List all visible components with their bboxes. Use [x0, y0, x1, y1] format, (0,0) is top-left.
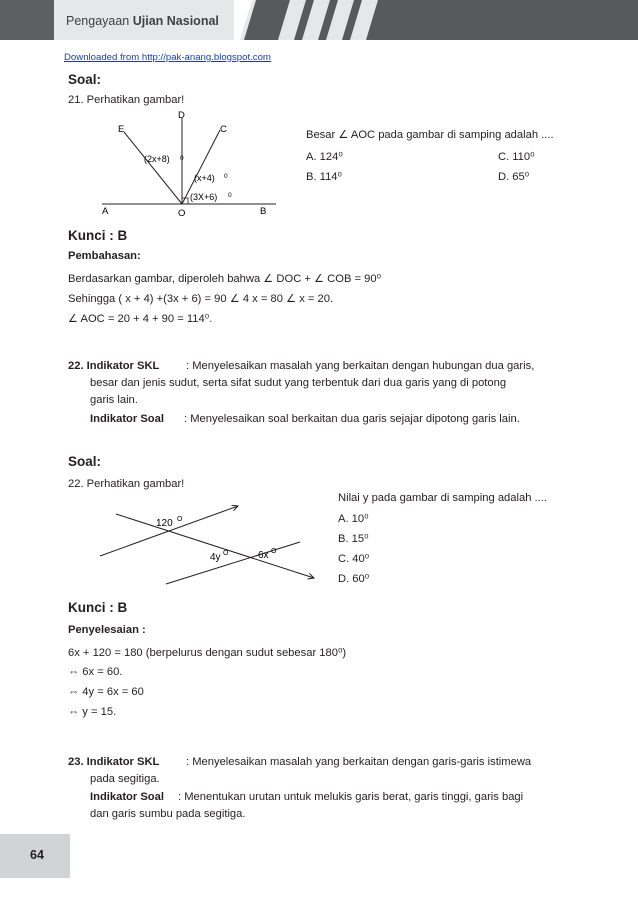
header-stripes-decoration	[234, 0, 638, 40]
label-b: B	[260, 206, 267, 217]
angle-6x-deg: O	[271, 548, 277, 555]
angle-120: 120	[156, 518, 173, 529]
page-number: 64	[30, 848, 44, 862]
q22-penyelesaian-heading: Penyelesaian :	[68, 624, 146, 636]
q21-soal-heading: Soal:	[68, 72, 102, 87]
q21-option-a: A. 124⁰	[306, 151, 343, 163]
ind22-skl-label: 22. Indikator SKL	[68, 360, 160, 372]
ind22-skl-continued-1: besar dan jenis sudut, serta sifat sudut yang terbentuk dari dua garis yang di potong	[90, 377, 507, 389]
q21-solution-line-3: ∠ AOC = 20 + 4 + 90 = 114⁰.	[68, 313, 213, 325]
ind22-soal-label: Indikator Soal	[90, 413, 164, 425]
header-title-prefix: Pengayaan	[66, 14, 130, 28]
ind23-soal-continued-1: dan garis sumbu pada segitiga.	[90, 808, 246, 820]
angle-120-deg: O	[177, 516, 183, 523]
angle-4y: 4y	[210, 552, 221, 563]
q22-soal-heading: Soal:	[68, 454, 102, 469]
ind23-soal-label: Indikator Soal	[90, 791, 164, 803]
q22-parallel-lines-figure	[96, 496, 324, 592]
ind23-skl-label: 23. Indikator SKL	[68, 756, 160, 768]
q22-option-d: D. 60⁰	[338, 573, 370, 585]
label-a: A	[102, 206, 109, 217]
label-c: C	[220, 124, 227, 135]
q22-solution-line-1: 6x + 120 = 180 (berpelurus dengan sudut sebesar 180⁰)	[68, 647, 347, 659]
q22-option-c: C. 40⁰	[338, 553, 370, 565]
angle-2x8-deg: 0	[180, 155, 184, 162]
ind22-soal-text: : Menyelesaikan soal berkaitan dua garis sejajar dipotong garis lain.	[184, 413, 520, 425]
q22-option-b: B. 15⁰	[338, 533, 369, 545]
ind23-soal-text: : Menentukan urutan untuk melukis garis berat, garis tinggi, garis bagi	[178, 791, 524, 803]
angle-3x6: (3X+6)	[190, 192, 218, 202]
q21-angle-figure	[98, 106, 282, 218]
ind22-skl-text: : Menyelesaikan masalah yang berkaitan dengan hubungan dua garis,	[186, 360, 535, 372]
q22-option-a: A. 10⁰	[338, 513, 369, 525]
label-d: D	[178, 110, 185, 121]
label-o: O	[178, 208, 186, 218]
label-e: E	[118, 124, 125, 135]
header-title	[66, 14, 219, 28]
ind23-skl-continued-1: pada segitiga.	[90, 773, 160, 785]
line-oe	[124, 132, 182, 204]
header-title-bold: Ujian Nasional	[132, 14, 219, 28]
download-source-link[interactable]: Downloaded from http://pak-anang.blogspot.com	[64, 52, 271, 63]
angle-3x6-deg: 0	[228, 192, 232, 199]
angle-2x8: (2x+8)	[144, 154, 170, 164]
q21-solution-line-2: Sehingga ( x + 4) +(3x + 6) = 90 ∠ 4 x = 80 ∠ x = 20.	[68, 293, 334, 305]
ind22-skl-continued-2: garis lain.	[90, 394, 138, 406]
ind23-skl-text: : Menyelesaikan masalah yang berkaitan dengan garis-garis istimewa	[186, 756, 532, 768]
angle-6x: 6x	[258, 550, 269, 561]
q21-option-b: B. 114⁰	[306, 171, 342, 183]
q22-solution-line-2: ⇔ 6x = 60.	[68, 666, 123, 678]
q22-kunci: Kunci : B	[68, 600, 128, 615]
parallel-line-bottom	[166, 542, 300, 584]
angle-x4-deg: 0	[224, 173, 228, 180]
q22-prompt: Nilai y pada gambar di samping adalah ....	[338, 492, 547, 504]
transversal-line	[100, 506, 238, 556]
q21-pembahasan-heading: Pembahasan:	[68, 250, 141, 262]
angle-x4: (x+4)	[194, 173, 215, 183]
q22-question: 22. Perhatikan gambar!	[68, 478, 185, 490]
q22-solution-line-4: ⇔ y = 15.	[68, 706, 117, 718]
q21-prompt: Besar ∠ AOC pada gambar di samping adalah ....	[306, 129, 554, 141]
q21-kunci: Kunci : B	[68, 228, 128, 243]
q21-solution-line-1: Berdasarkan gambar, diperoleh bahwa ∠ DOC + ∠ COB = 90⁰	[68, 273, 382, 285]
q21-option-d: D. 65⁰	[498, 171, 530, 183]
header-accent-block	[0, 0, 54, 40]
q21-option-c: C. 110⁰	[498, 151, 535, 163]
angle-4y-deg: O	[223, 550, 229, 557]
q21-question: 21. Perhatikan gambar!	[68, 94, 185, 106]
q22-solution-line-3: ⇔ 4y = 6x = 60	[68, 686, 144, 698]
